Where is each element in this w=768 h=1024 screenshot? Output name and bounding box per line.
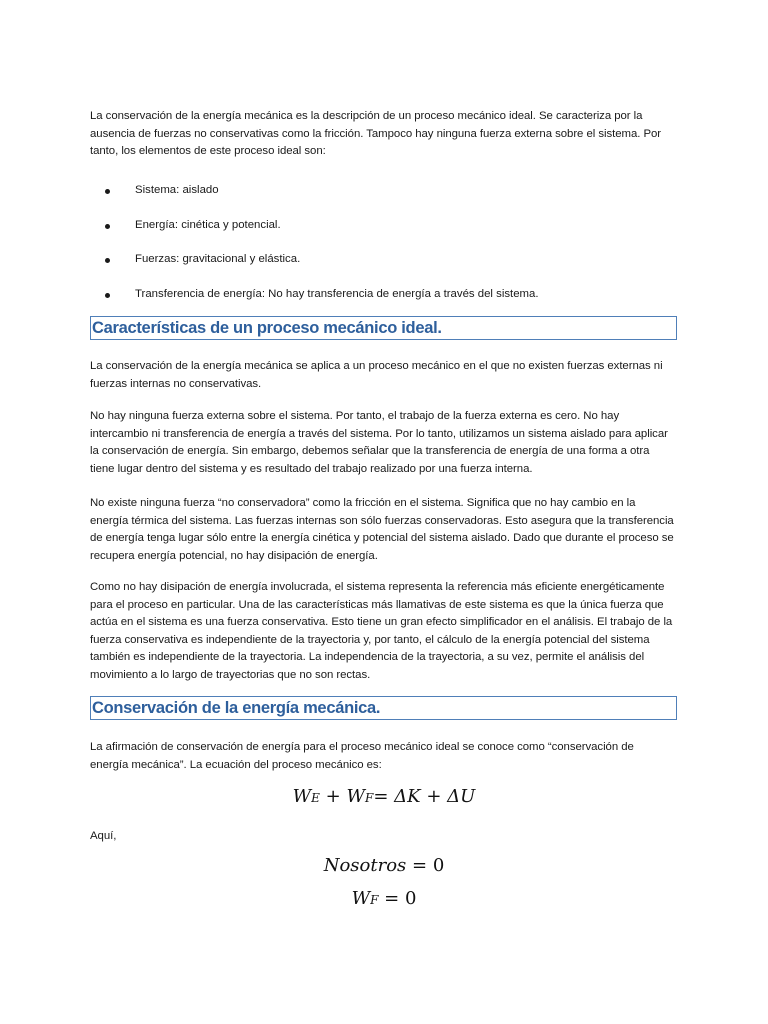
bullet-icon — [105, 189, 110, 194]
list-item: Transferencia de energía: No hay transferencia de energía a través del sistema. — [90, 286, 539, 321]
bullet-icon — [105, 258, 110, 263]
list-item: Fuerzas: gravitacional y elástica. — [90, 251, 539, 286]
energy-equation: WE + WF= ΔK + ΔU — [292, 786, 476, 807]
work-friction-equation: WF = 0 — [351, 888, 417, 909]
intro-paragraph: La conservación de la energía mecánica es la descripción de un proceso mecánico ideal. Se caracteriza por la ausencia de fuerzas no conservativas como la fricción. Tampoco hay ninguna fuerza externa sobre el sistema. Por tanto, los elementos de este proceso ideal son: — [90, 110, 662, 157]
section1-paragraph-4: Como no hay disipación de energía involucrada, el sistema representa la referencia más eficiente energéticamente para el proceso en particular. Una de las características más llamativas de este sistema es que la única fuerza que actúa en el sistema es una fuerza conservativa. Esto tiene un gran efecto simplificador en el análisis. El trabajo de la fuerza conservativa es independiente de la trayectoria y, por tanto, el cálculo de la energía potencial del sistema también es independiente de la trayectoria. La independencia de la trayectoria, a su vez, permite el análisis del movimiento a lo largo de trayectorias que no son rectas. — [90, 581, 673, 681]
section-heading-characteristics: Características de un proceso mecánico ideal. — [90, 316, 677, 340]
aqui-text: Aquí, — [90, 830, 117, 842]
section2-paragraph: La afirmación de conservación de energía para el proceso mecánico ideal se conoce como “conservación de energía mecánica”. La ecuación del proceso mecánico es: — [90, 741, 634, 771]
list-item: Sistema: aislado — [90, 182, 539, 217]
section1-paragraph-2: No hay ninguna fuerza externa sobre el sistema. Por tanto, el trabajo de la fuerza externa es cero. No hay intercambio ni transferencia de energía a través del sistema. Por lo tanto, utilizamos un sistema aislado para aplicar la conservación de energía. Sin embargo, debemos señalar que la transferencia de energía de una forma a otra tiene lugar dentro del sistema y es resultado del trabajo realizado por una fuerza interna. — [90, 410, 668, 475]
bullet-icon — [105, 293, 110, 298]
list-item: Energía: cinética y potencial. — [90, 217, 539, 252]
section1-paragraph-1: La conservación de la energía mecánica se aplica a un proceso mecánico en el que no existen fuerzas externas ni fuerzas internas no conservativas. — [90, 360, 663, 390]
section1-paragraph-3: No existe ninguna fuerza “no conservadora” como la fricción en el sistema. Significa que no hay cambio en la energía térmica del sistema. Las fuerzas internas son sólo fuerzas conservadoras. Esto asegura que la transferencia de energía tenga lugar sólo entre la energía cinética y potencial del sistema aislado. Dado que durante el proceso se recupera energía potencial, no hay disipación de energía. — [90, 497, 674, 562]
bullet-icon — [105, 224, 110, 229]
nosotros-equation: Nosotros = 0 — [323, 855, 445, 876]
elements-list — [90, 182, 539, 320]
section-heading-conservation: Conservación de la energía mecánica. — [90, 696, 677, 720]
